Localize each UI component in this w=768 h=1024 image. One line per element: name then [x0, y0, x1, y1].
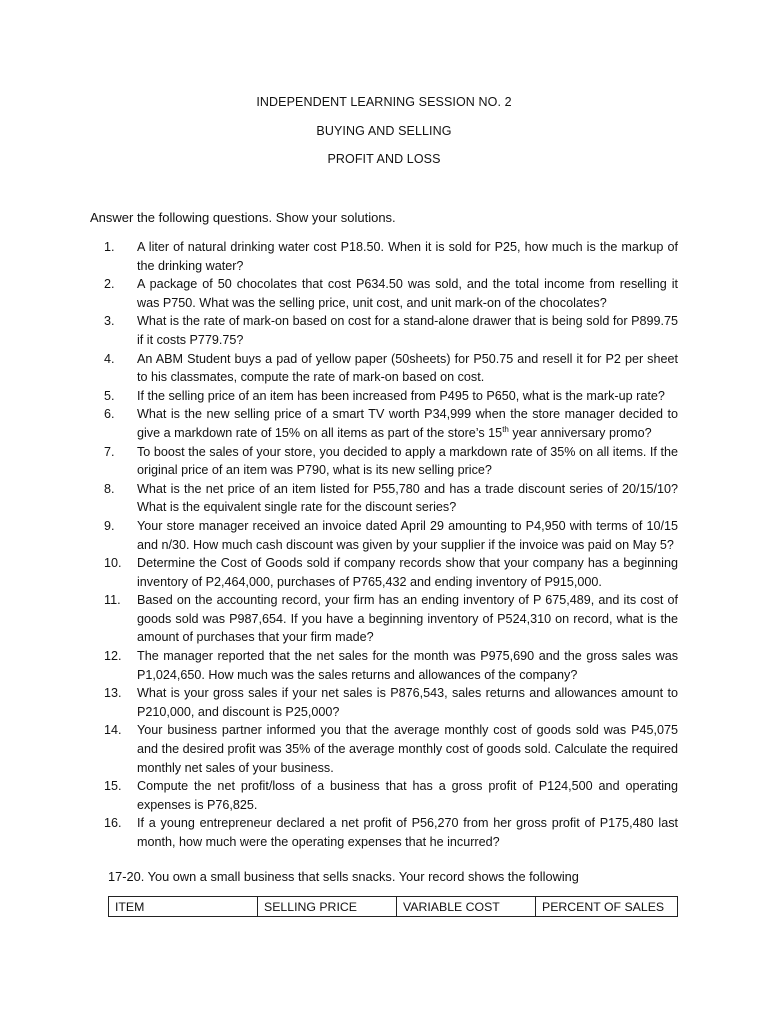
column-header-variable-cost: VARIABLE COST	[397, 897, 536, 917]
ordinal-superscript: th	[502, 424, 509, 434]
question-text: Your business partner informed you that the average monthly cost of goods sold was P45,075 and the desired profit was 35% of the average monthly cost of goods sold. Calculate the required monthly net sales of your business.	[137, 723, 678, 775]
question-item	[104, 387, 678, 406]
question-text: An ABM Student buys a pad of yellow paper (50sheets) for P50.75 and resell it for P2 per sheet to his classmates, compute the rate of mark-on based on cost.	[137, 351, 678, 385]
question-text: Determine the Cost of Goods sold if company records show that your company has a beginning inventory of P2,464,000, purchases of P765,432 and ending inventory of P915,000.	[137, 556, 678, 589]
question-item	[104, 480, 678, 517]
question-text: If the selling price of an item has been increased from P495 to P650, what is the mark-up rate?	[137, 388, 665, 403]
question-number: 2.	[104, 277, 115, 292]
question-item	[104, 275, 678, 312]
question-text: To boost the sales of your store, you decided to apply a markdown rate of 35% on all items. If the original price of an item was P790, what is its new selling price?	[137, 444, 678, 478]
question-item	[104, 405, 678, 442]
question-item	[104, 721, 678, 777]
column-header-item: ITEM	[109, 897, 258, 917]
question-item	[104, 517, 678, 554]
question-item	[104, 591, 678, 647]
question-number: 7.	[104, 444, 115, 459]
question-item	[104, 312, 678, 349]
question-number: 9.	[104, 518, 115, 533]
document-subtitle: BUYING AND SELLING	[316, 124, 452, 138]
question-item	[104, 814, 678, 851]
question-item	[104, 684, 678, 721]
question-number: 8.	[104, 481, 115, 496]
document-topic: PROFIT AND LOSS	[327, 152, 441, 166]
instructions-text: Answer the following questions. Show your solutions.	[90, 210, 396, 225]
question-item	[104, 777, 678, 814]
question-item	[104, 443, 678, 480]
question-text: What is your gross sales if your net sales is P876,543, sales returns and allowances amount to P210,000, and discount is P25,000?	[137, 686, 678, 719]
question-number: 13.	[104, 686, 122, 701]
question-number: 11.	[104, 593, 121, 608]
column-header-selling-price: SELLING PRICE	[258, 897, 397, 917]
question-text: A liter of natural drinking water cost P18.50. When it is sold for P25, how much is the markup of the drinking water?	[137, 240, 678, 273]
question-number: 15.	[104, 779, 122, 794]
question-item	[104, 238, 678, 275]
question-number: 5.	[104, 388, 115, 403]
question-text: If a young entrepreneur declared a net profit of P56,270 from her gross profit of P175,480 last month, how much were the operating expenses that he incurred?	[137, 816, 678, 849]
document-title: INDEPENDENT LEARNING SESSION NO. 2	[256, 95, 512, 109]
question-text	[137, 405, 678, 442]
question-text: What is the rate of mark-on based on cost for a stand-alone drawer that is being sold for P899.75 if it costs P779.75?	[137, 314, 678, 347]
question-number: 6.	[104, 407, 115, 422]
table-header-row	[109, 897, 678, 917]
question-number: 12.	[104, 649, 122, 664]
question-text: Compute the net profit/loss of a business that has a gross profit of P124,500 and operating expenses is P76,825.	[137, 779, 678, 812]
column-header-percent-of-sales: PERCENT OF SALES	[536, 897, 678, 917]
table-lead-text: 17-20. You own a small business that sells snacks. Your record shows the following	[108, 869, 579, 884]
question-number: 16.	[104, 816, 122, 831]
question-number: 1.	[104, 240, 115, 254]
question-text: A package of 50 chocolates that cost P634.50 was sold, and the total income from reselling it was P750. What was the selling price, unit cost, and unit mark-on of the chocolates?	[137, 277, 678, 310]
question-list	[104, 238, 678, 852]
question-number: 3.	[104, 314, 115, 329]
question-text: The manager reported that the net sales for the month was P975,690 and the gross sales was P1,024,650. How much was the sales returns and allowances of the company?	[137, 649, 678, 682]
question-text-part: What is the new selling price of a smart TV worth P34,999 when the store manager decided to give a markdown rate of 15% on all items as part of the store’s 15	[137, 407, 678, 440]
question-text: Based on the accounting record, your firm has an ending inventory of P 675,489, and its cost of goods sold was P987,654. If you have a beginning inventory of P524,310 on record, what is the amount of purchases that your firm made?	[137, 593, 678, 645]
question-text: Your store manager received an invoice dated April 29 amounting to P4,950 with terms of 10/15 and n/30. How much cash discount was given by your supplier if the invoice was paid on May 5?	[137, 518, 678, 552]
question-number: 14.	[104, 723, 122, 738]
question-number: 10.	[104, 556, 122, 571]
question-item	[104, 647, 678, 684]
question-item	[104, 350, 678, 387]
question-number: 4.	[104, 351, 115, 366]
question-text: What is the net price of an item listed for P55,780 and has a trade discount series of 20/15/10? What is the equivalent single rate for the discount series?	[137, 481, 678, 515]
question-text-part: year anniversary promo?	[508, 425, 652, 440]
snack-sales-table	[108, 896, 678, 917]
question-item	[104, 554, 678, 591]
